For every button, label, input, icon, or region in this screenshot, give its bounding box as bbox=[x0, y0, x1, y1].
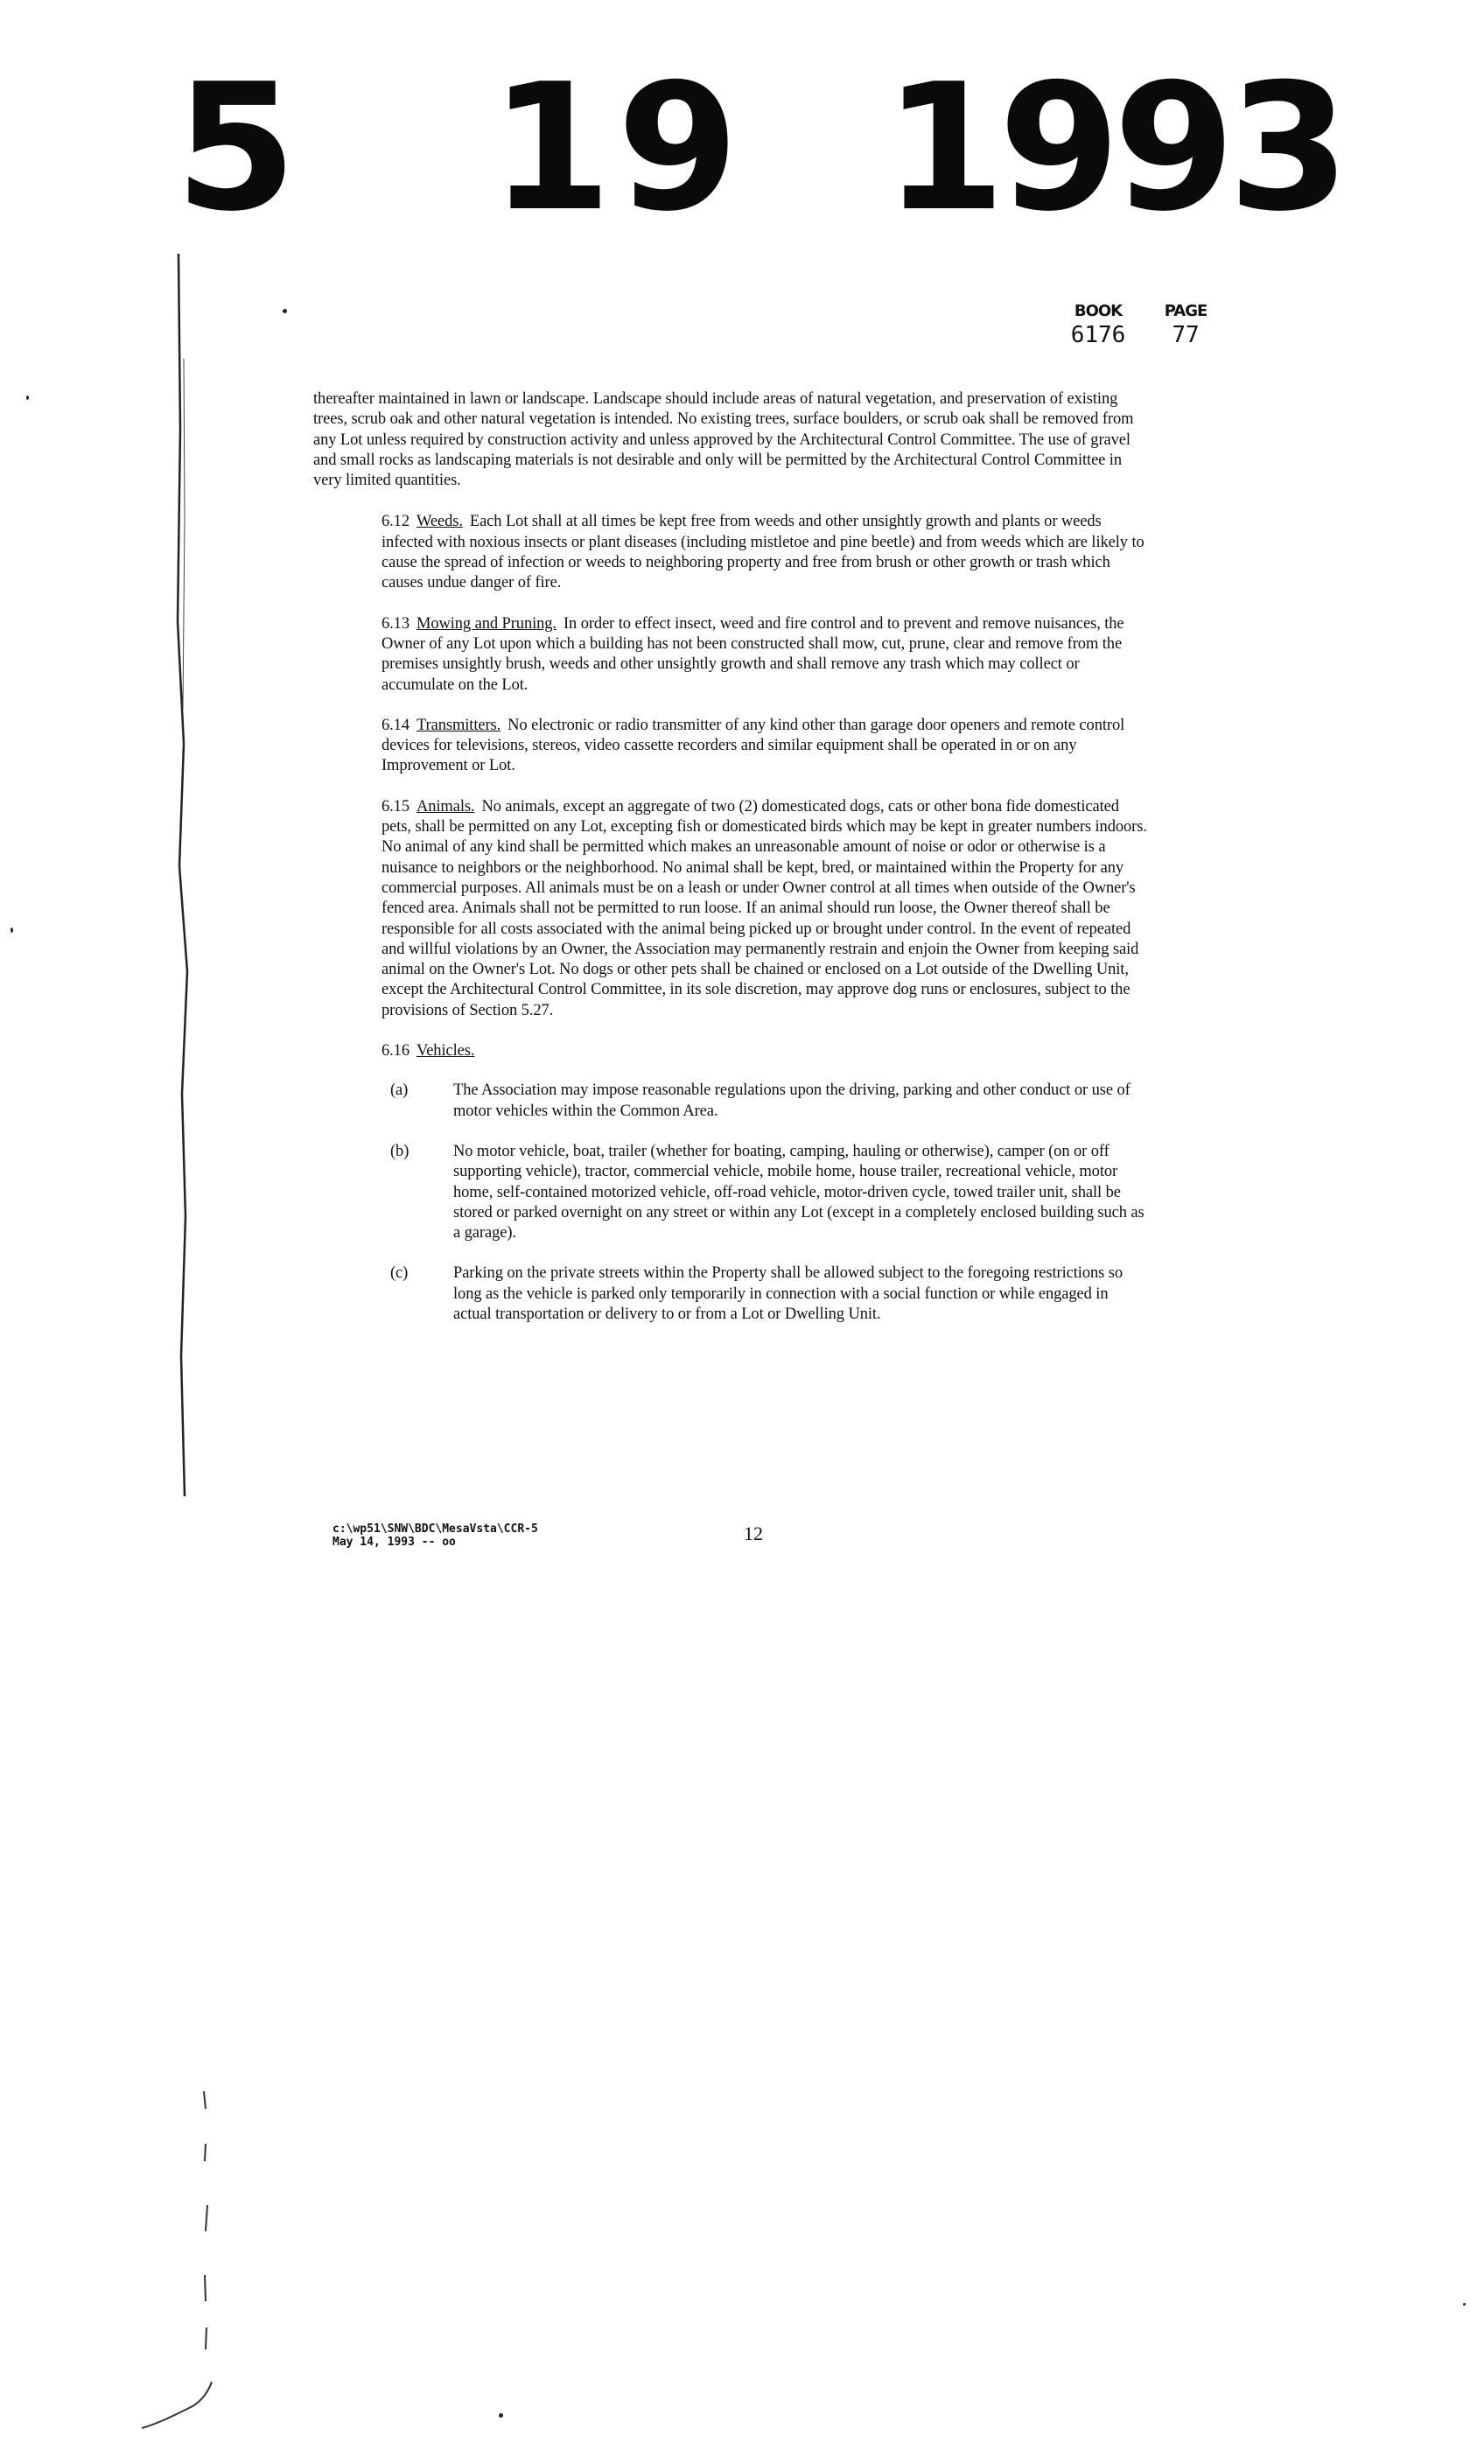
scan-dash-marks bbox=[197, 2091, 214, 2354]
section-6-14 bbox=[313, 716, 1149, 777]
section-text: No electronic or radio transmitter of any kind other than garage door openers and remote control devices for televisions, stereos, video cassette recorders and similar equipment shall be operated in or on any Improvement or Lot. bbox=[382, 716, 1125, 775]
section-number: 6.12 bbox=[382, 513, 410, 531]
page-label: PAGE bbox=[1164, 302, 1208, 320]
page-ref-number: 77 bbox=[1172, 322, 1200, 348]
vehicles-item-c bbox=[313, 1264, 1149, 1325]
vehicles-item-a bbox=[313, 1081, 1149, 1122]
book-label: BOOK bbox=[1074, 302, 1123, 320]
section-number: 6.16 bbox=[382, 1042, 410, 1060]
section-number: 6.14 bbox=[382, 716, 410, 734]
stamp-year: 1993 bbox=[884, 46, 1343, 250]
book-reference bbox=[1068, 302, 1129, 348]
scan-edge-mark bbox=[172, 254, 198, 1496]
section-6-16-heading bbox=[313, 1041, 1149, 1061]
document-body bbox=[313, 389, 1149, 1345]
scan-speck bbox=[26, 396, 29, 400]
section-title: Weeds. bbox=[416, 513, 463, 531]
continuation-paragraph: thereafter maintained in lawn or landscape. Landscape should include areas of natural vegetation, and preservation of existing trees, scrub oak and other natural vegetation is intended. No existing trees, surface boulders, or scrub oak shall be removed from any Lot unless required by construction activity and unless approved by the Architectural Control Committee. The use of gravel and small rocks as landscaping materials is not desirable and only will be permitted by the Architectural Control Committee in very limited quantities. bbox=[313, 390, 1134, 490]
vehicles-item-b bbox=[313, 1142, 1149, 1243]
scan-speck bbox=[1463, 2303, 1466, 2306]
item-letter: (a) bbox=[390, 1082, 409, 1100]
stamp-day: 19 bbox=[490, 46, 745, 250]
section-6-12 bbox=[313, 512, 1149, 593]
scan-speck bbox=[283, 309, 287, 313]
scan-speck bbox=[499, 2413, 503, 2418]
file-date: May 14, 1993 -- oo bbox=[332, 1536, 456, 1549]
book-number: 6176 bbox=[1070, 322, 1126, 348]
item-text: The Association may impose reasonable regulations upon the driving, parking and other conduct or use of motor vehicles within the Common Area. bbox=[453, 1082, 1130, 1120]
scan-speck bbox=[10, 928, 13, 933]
page-footer bbox=[332, 1522, 858, 1549]
page-number: 12 bbox=[744, 1522, 763, 1544]
stamp-month: 5 bbox=[175, 46, 294, 250]
item-letter: (c) bbox=[390, 1264, 409, 1283]
file-path: c:\wp51\SNW\BDC\MesaVsta\CCR-5 bbox=[332, 1522, 538, 1536]
section-6-15 bbox=[313, 797, 1149, 1021]
section-text: Each Lot shall at all times be kept free from weeds and other unsightly growth and plants or weeds infected with noxious insects or plant diseases (including mistletoe and pine beetle) and from weeds which are likely to cause the spread of infection or weeds to neighboring property and free from brush or other growth or trash which causes undue danger of fire. bbox=[382, 513, 1144, 592]
section-6-13 bbox=[313, 614, 1149, 696]
page-reference bbox=[1155, 302, 1216, 348]
section-text: No animals, except an aggregate of two (2) domesticated dogs, cats or other bona fide domesticated pets, shall be permitted on any Lot, excepting fish or domesticated birds which may be kept in greater numbers indoors. No animal of any kind shall be permitted which makes an unreasonable amount of noise or odor or otherwise is a nuisance to neighbors or the neighborhood. No animal shall be kept, bred, or maintained within the Property for any commercial purposes. All animals must be on a leash or under Owner control at all times when outside of the Owner's fenced area. Animals shall not be permitted to run loose. If an animal should run loose, the Owner thereof shall be responsible for all costs associated with the animal being picked up or brought under control. In the event of repeated and willful violations by an Owner, the Association may permanently restrain and enjoin the Owner from keeping said animal on the Owner's Lot. No dogs or other pets shall be chained or enclosed on a Lot outside of the Dwelling Unit, except the Architectural Control Committee, in its sole discretion, may approve dog runs or enclosures, subject to the provisions of Section 5.27. bbox=[382, 797, 1147, 1019]
section-title: Vehicles. bbox=[416, 1042, 475, 1060]
section-number: 6.15 bbox=[382, 797, 410, 816]
item-text: No motor vehicle, boat, trailer (whether for boating, camping, hauling or otherwise), camper (on or off supporting vehicle), tractor, commercial vehicle, mobile home, house trailer, recreational vehicle, motor home, self-contained motorized vehicle, off-road vehicle, motor-driven cycle, towed trailer unit, shall be stored or parked overnight on any street or within any Lot (except in a completely enclosed building such as a garage). bbox=[453, 1142, 1144, 1242]
section-text: In order to effect insect, weed and fire control and to prevent and remove nuisances, the Owner of any Lot upon which a building has not been constructed shall mow, cut, prune, clear and remove from the premises unsightly brush, weeds and other unsightly growth and shall remove any trash which may collect or accumulate on the Lot. bbox=[382, 614, 1124, 694]
section-number: 6.13 bbox=[382, 614, 410, 633]
section-title: Animals. bbox=[416, 797, 475, 816]
section-title: Transmitters. bbox=[416, 716, 501, 734]
item-text: Parking on the private streets within the Property shall be allowed subject to the foregoing restrictions so long as the vehicle is parked only temporarily in connection with a social function or while engaged in actual transportation or delivery to or from a Lot or Dwelling Unit. bbox=[453, 1264, 1123, 1323]
scan-scratch-mark bbox=[140, 2380, 219, 2432]
item-letter: (b) bbox=[390, 1142, 410, 1160]
section-title: Mowing and Pruning. bbox=[416, 614, 556, 633]
